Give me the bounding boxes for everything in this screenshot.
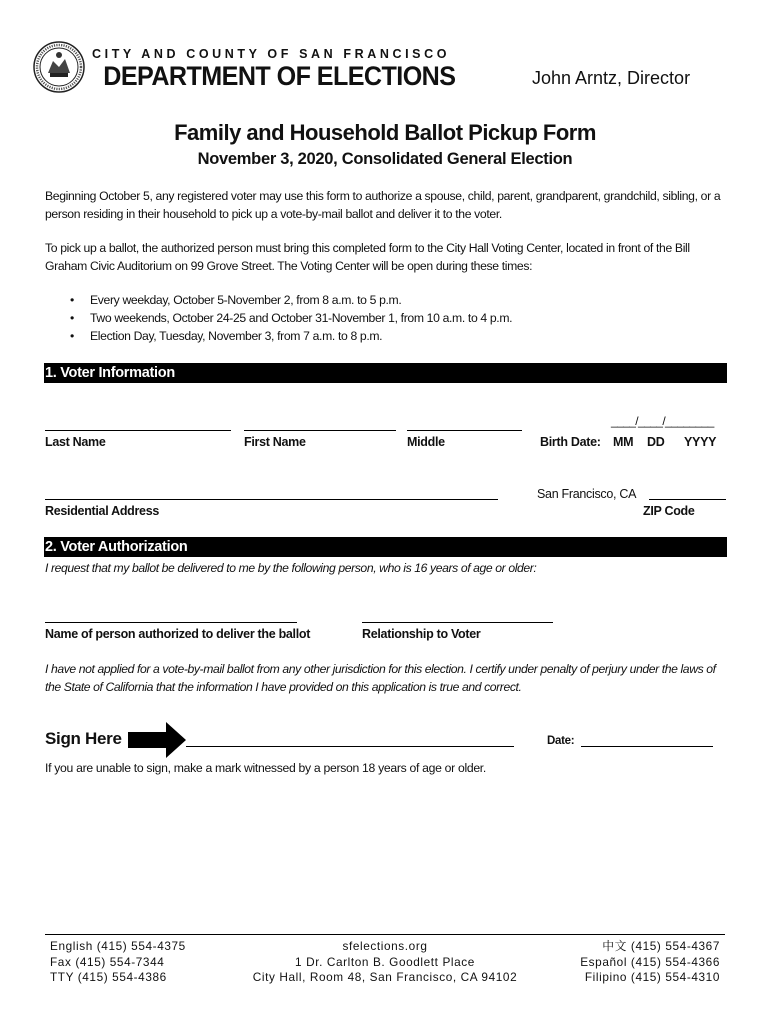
section-voter-authorization-header [44,537,727,557]
footer-phone-numbers [50,939,186,986]
first-name-field[interactable] [244,430,396,431]
footer-spanish-phone: Español (415) 554-4366 [580,954,720,969]
month-label: MM [613,435,634,449]
footer-website: sfelections.org [342,939,428,953]
residential-address-label: Residential Address [45,504,160,518]
day-label: DD [647,435,665,449]
date-label: Date: [547,735,575,747]
last-name-field[interactable] [45,430,231,431]
footer-divider [45,934,725,935]
voting-times-list [70,291,512,345]
birth-date-field[interactable]: ____/____/________ [611,414,714,428]
middle-name-field[interactable] [407,430,522,431]
section-heading: 2. Voter Authorization [45,539,188,555]
residential-address-field[interactable] [45,499,498,500]
relationship-field[interactable] [362,622,553,623]
authorized-person-label: Name of person authorized to deliver the ballot [45,627,311,641]
birth-date-label: Birth Date: [540,435,601,449]
section-heading: 1. Voter Information [45,365,175,381]
signature-field[interactable] [186,746,514,747]
form-title: Family and Household Ballot Pickup Form [174,120,596,145]
mark-note: If you are unable to sign, make a mark witnessed by a person 18 years of age or older. [45,761,486,775]
pickup-paragraph: To pick up a ballot, the authorized person must bring this completed form to the City Hall Voting Center, located in front of the Bill Graham Civic Auditorium on 99 Grove Street. The Voting Center will be open during these times: [45,241,690,273]
director-name: John Arntz, Director [532,68,691,88]
city-seal-icon [33,41,85,93]
signature-date-field[interactable] [581,746,713,747]
footer-city-hall: City Hall, Room 48, San Francisco, CA 94102 [252,970,518,984]
authorized-person-name-field[interactable] [45,622,297,623]
sign-here-label: Sign Here [45,729,122,748]
footer-chinese-phone: 中文 (415) 554-4367 [602,939,720,953]
first-name-label: First Name [244,435,306,449]
request-statement: I request that my ballot be delivered to me by the following person, who is 16 years of age or older: [45,561,537,575]
list-item: • Two weekends, October 24-25 and October 31-November 1, from 10 a.m. to 4 p.m. [70,309,512,327]
form-subtitle: November 3, 2020, Consolidated General Election [197,150,573,168]
footer-english-phone: English (415) 554-4375 [50,939,186,953]
middle-name-label: Middle [407,435,445,449]
footer-address [235,939,535,986]
section-voter-information-header [44,363,727,383]
city-county-line: CITY AND COUNTY OF SAN FRANCISCO [92,47,451,61]
certification-statement: I have not applied for a vote-by-mail ballot from any other jurisdiction for this election. I certify under penalty of perjury under the laws of the State of California that the information I have provided on this application is true and correct. [45,662,716,694]
footer-filipino-phone: Filipino (415) 554-4310 [584,970,720,984]
footer-language-lines [520,939,720,986]
zip-code-field[interactable] [649,499,726,500]
footer-tty: TTY (415) 554-4386 [50,970,167,984]
relationship-label: Relationship to Voter [362,627,481,641]
list-item: • Election Day, Tuesday, November 3, from 7 a.m. to 8 p.m. [70,327,512,345]
list-item: • Every weekday, October 5-November 2, from 8 a.m. to 5 p.m. [70,291,512,309]
footer-fax: Fax (415) 554-7344 [50,954,165,969]
zip-code-label: ZIP Code [643,504,695,518]
department-title: DEPARTMENT OF ELECTIONS [103,61,456,91]
footer-street: 1 Dr. Carlton B. Goodlett Place [295,954,475,969]
city-state-text: San Francisco, CA [537,487,637,501]
intro-paragraph: Beginning October 5, any registered voter may use this form to authorize a spouse, child, parent, grandparent, grandchild, sibling, or a person residing in their household to pick up a vote-by-mail ballot and deliver it to the voter. [45,189,721,221]
last-name-label: Last Name [45,435,106,449]
year-label: YYYY [684,435,717,449]
arrow-right-icon [128,722,188,758]
